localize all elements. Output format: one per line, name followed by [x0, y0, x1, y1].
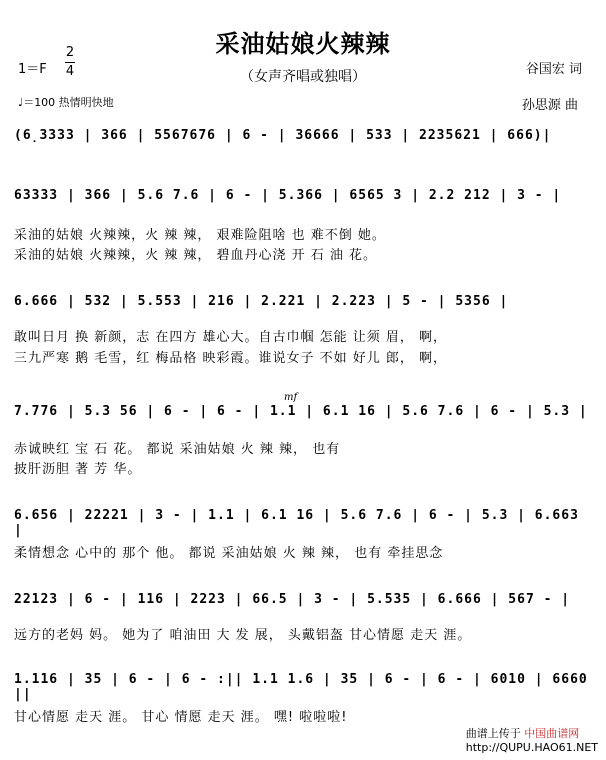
notation-row-7: 1.116 | 35 | 6 - | 6 - :|| 1.1 1.6 | 35 | 6 - | 6 - | 6010 | 6660 || — [14, 672, 588, 702]
song-title: 采油姑娘火辣辣 — [215, 30, 391, 58]
notation-row-6: 22123 | 6 - | 116 | 2223 | 66.5 | 3 - | 5.535 | 6.666 | 567 - | — [14, 592, 571, 607]
lyric-row-2a: 采油的姑娘 火辣辣，火 辣 辣， 艰难险阻啥 也 难不倒 她。 — [14, 228, 386, 243]
lyric-row-3b: 三九严寒 鹅 毛雪，红 梅品格 映彩霞。谁说女子 不如 好儿 郎， 啊， — [14, 351, 448, 366]
time-bottom: 4 — [65, 64, 75, 79]
dynamic-mf: mf — [284, 392, 298, 403]
footer-watermark — [466, 725, 598, 754]
notation-row-5: 6.656 | 22221 | 3 - | 1.1 | 6.1 16 | 5.6 7.6 | 6 - | 5.3 | 6.663 | — [14, 508, 579, 538]
footer-right: 中国曲谱网 — [524, 727, 580, 740]
footer-url: http://QUPU.HAO61.NET — [465, 741, 598, 754]
lyric-row-4b: 披肝沥胆 著 芳 华。 — [14, 462, 142, 477]
footer-left: 曲谱上传于 — [465, 727, 521, 740]
fraction-bar — [65, 62, 75, 63]
lyric-row-6: 远方的老妈 妈。 她为了 咱油田 大 发 展， 头戴铝盔 甘心情愿 走天 涯。 — [14, 628, 472, 643]
song-subtitle: （女声齐唱或独唱） — [240, 69, 366, 85]
lyric-row-3a: 敢叫日月 换 新颜，志 在四方 雄心大。自古巾帼 怎能 让须 眉， 啊， — [14, 330, 448, 345]
notation-row-3: 6.666 | 532 | 5.553 | 216 | 2.221 | 2.223 | 5 - | 5356 | — [14, 294, 509, 309]
composer: 孙思源 曲 — [521, 98, 578, 113]
time-signature — [64, 44, 76, 81]
key-signature: 1＝F — [18, 62, 47, 77]
notation-row-2: 63333 | 366 | 5.6 7.6 | 6 - | 5.366 | 6565 3 | 2.2 212 | 3 - | — [14, 188, 562, 203]
tempo-marking: ♩＝100 热情明快地 — [18, 96, 114, 109]
lyric-row-4a: 赤诚映红 宝 石 花。 都说 采油姑娘 火 辣 辣， 也有 — [14, 442, 341, 457]
lyric-row-5: 柔情想念 心中的 那个 他。 都说 采油姑娘 火 辣 辣， 也有 牵挂思念 — [14, 546, 444, 561]
lyric-row-7: 甘心情愿 走天 涯。 甘心 情愿 走天 涯。 嘿! 啦啦啦! — [14, 710, 348, 725]
lyric-row-2b: 采油的姑娘 火辣辣，火 辣 辣， 碧血丹心浇 开 石 油 花。 — [14, 248, 378, 263]
lyricist: 谷国宏 词 — [525, 62, 582, 77]
notation-row-1: (6̣3333 | 366 | 5567676 | 6 - | 36666 | 533 | 2235621 | 666)| — [14, 128, 552, 143]
time-top: 2 — [65, 45, 75, 60]
notation-row-4: 7.776 | 5.3 56 | 6 - | 6 - | 1.1 | 6.1 16 | 5.6 7.6 | 6 - | 5.3 | — [14, 404, 588, 419]
